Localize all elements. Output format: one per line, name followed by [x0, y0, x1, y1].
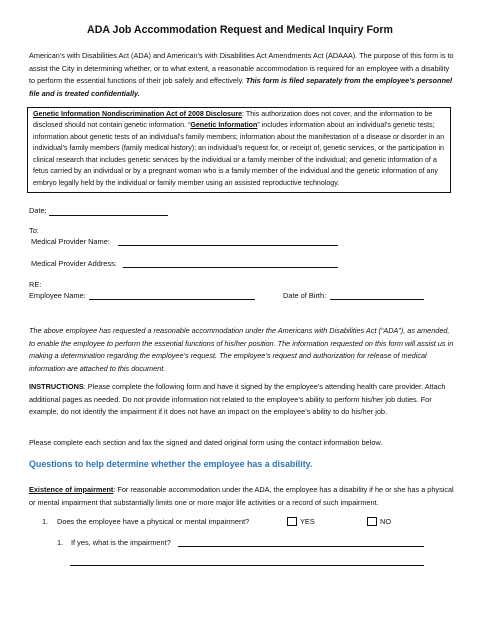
instructions-label: INSTRUCTIONS	[29, 382, 84, 391]
employee-name-field[interactable]	[89, 299, 255, 300]
gina-heading: Genetic Information Nondiscrimination Act of 2008 Disclosure	[33, 110, 243, 118]
purpose-paragraph	[29, 50, 455, 100]
accommodation-notice: The above employee has requested a reasonable accommodation under the Americans with Disabilities Act (“ADA”), as amended, to enable the employee to perform the essential functions of his/her position. The information requested on this form will assist us in making a determination regarding the employee’s request. The employee’s request and authorization for release of medical information are attached to this document.	[29, 326, 454, 373]
instructions-paragraph	[29, 381, 455, 419]
provider-name-field[interactable]	[118, 245, 338, 246]
employee-name-label: Employee Name:	[29, 291, 86, 300]
date-label: Date:	[29, 206, 47, 215]
provider-address-field[interactable]	[123, 267, 338, 268]
no-checkbox[interactable]	[367, 517, 377, 526]
section-heading: Questions to help determine whether the employee has a disability.	[29, 459, 313, 469]
to-label: To:	[29, 226, 39, 235]
gina-disclosure-box	[27, 107, 451, 193]
gina-text-1: : This authorization does not cover, and the information to be disclosed should not contain genetic information. “	[33, 110, 433, 130]
instructions-text: : Please complete the following form and have it signed by the employee’s attending health care provider. Attach additional pages as needed. Do not provide information not related to the employee’s ability to perform his/her job duties. For example, do not identify the impairment if it does not have an impact on the employee’s ability to do his/her job.	[29, 382, 446, 417]
gina-text-2: ” includes information about an individual’s genetic tests; information about genetic tests of an individual’s family members; information about the manifestation of a disease or disorder in an individual’s family members (family medical history); an individual’s request for, or receipt of, genetic services, or the participation in clinical research that includes genetic services by the individual or a family member of the individual; and genetic information of a fetus carried by an individual or by a pregnant woman who is a family member of the individual and the genetic information of any embryo legally held by the individual or family member using an assisted reproductive technology.	[33, 121, 445, 187]
question-1a-number: 1.	[57, 538, 64, 547]
question-1a-text: If yes, what is the impairment?	[71, 538, 171, 547]
dob-label: Date of Birth:	[283, 291, 327, 300]
yes-label: YES	[300, 517, 315, 526]
gina-term: Genetic Information	[190, 121, 258, 130]
confidentiality-statement: This form is filed separately from the employee’s personnel file and is treated confidentially.	[29, 76, 453, 98]
question-1-number: 1.	[42, 517, 49, 526]
contact-note: Please complete each section and fax the signed and dated original form using the contact information below.	[29, 438, 383, 447]
provider-name-label: Medical Provider Name:	[31, 237, 110, 246]
impairment-answer-field[interactable]	[178, 546, 424, 547]
yes-checkbox[interactable]	[287, 517, 297, 526]
impairment-label: Existence of impairment	[29, 485, 114, 494]
purpose-text: American’s with Disabilities Act (ADA) and American’s with Disabilities Act Amendments Act (ADAAA). The purpose of this form is to assist the City in determining whether, or to what extent, a reasonable accommodation is required for an employee with a disability to perform the essential functions of their job safely and effectively.	[29, 51, 454, 86]
provider-address-label: Medical Provider Address:	[31, 259, 117, 268]
impairment-text: : For reasonable accommodation under the ADA, the employee has a disability if he or she has a physical or mental impairment that substantially limits one or more major life activities or a record of such impairment.	[29, 485, 454, 507]
impairment-paragraph	[29, 484, 455, 509]
re-label: RE:	[29, 280, 42, 289]
form-title: ADA Job Accommodation Request and Medical Inquiry Form	[87, 24, 393, 36]
impairment-answer-field-2[interactable]	[70, 565, 424, 566]
date-field[interactable]	[49, 215, 168, 216]
question-1-text: Does the employee have a physical or mental impairment?	[57, 517, 250, 526]
dob-field[interactable]	[330, 299, 424, 300]
no-label: NO	[380, 517, 392, 526]
